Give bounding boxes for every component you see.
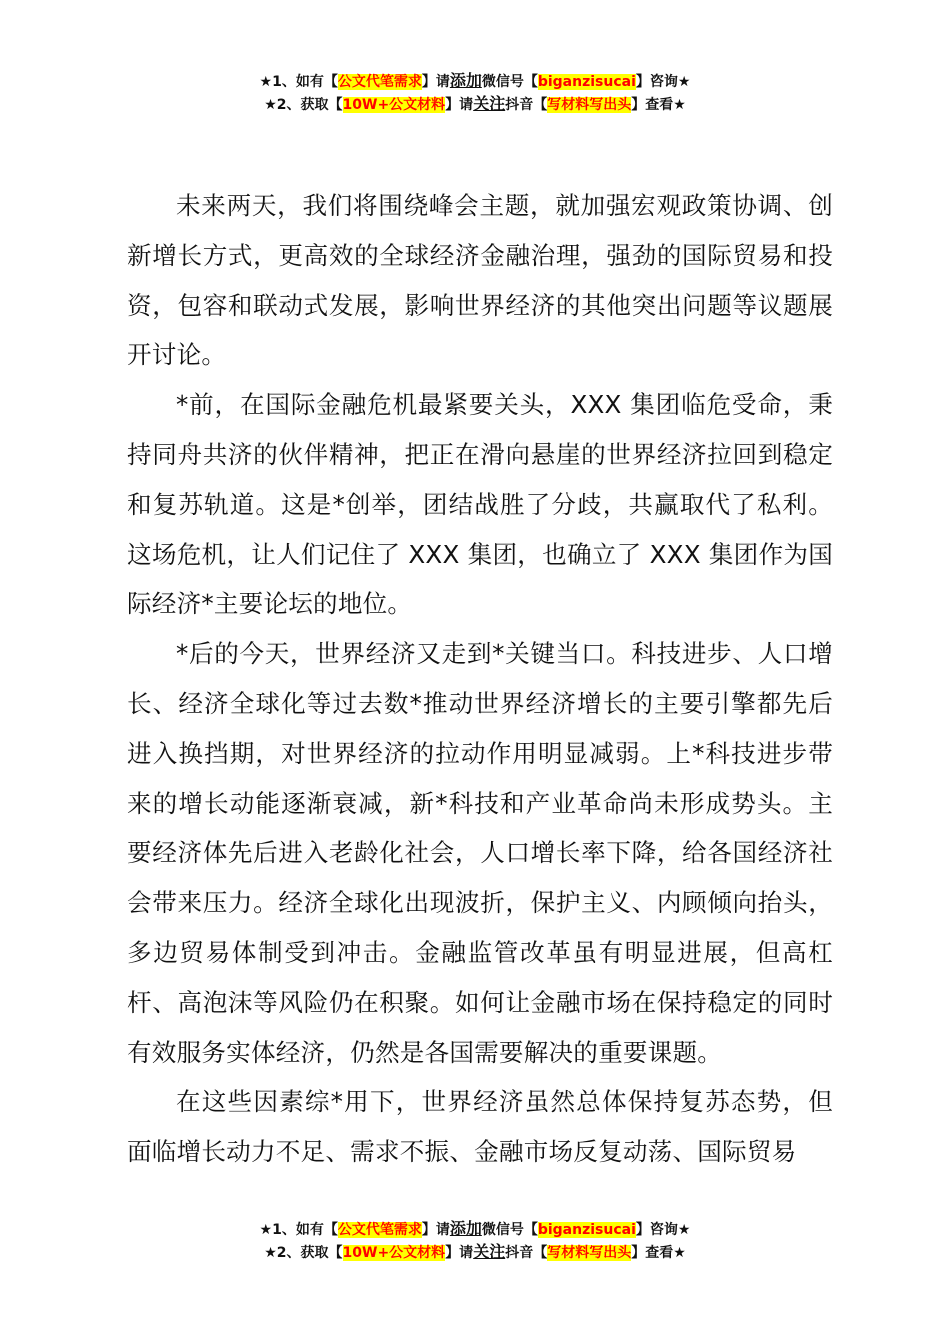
banner-text: 微信号【 bbox=[481, 74, 538, 90]
highlight-materials: 10W+公文材料 bbox=[342, 1245, 446, 1261]
banner-text: 】咨询★ bbox=[635, 1222, 691, 1238]
header-banner bbox=[0, 70, 950, 116]
banner-line-1 bbox=[0, 1218, 950, 1241]
banner-text: 】请 bbox=[445, 1245, 474, 1261]
banner-text: 】请 bbox=[445, 97, 474, 113]
banner-text: ★1、如有【 bbox=[259, 1222, 338, 1238]
banner-line-1 bbox=[0, 70, 950, 93]
emphasis-add: 添加 bbox=[449, 1219, 482, 1238]
highlight-wechat-id: biganzisucai bbox=[537, 1222, 636, 1238]
emphasis-follow: 关注 bbox=[473, 94, 506, 113]
banner-text: ★1、如有【 bbox=[259, 74, 338, 90]
paragraph: 在这些因素综*用下，世界经济虽然总体保持复苏态势，但面临增长动力不足、需求不振、金融市场反复动荡、国际贸易 bbox=[127, 1087, 833, 1167]
banner-text: 抖音【 bbox=[505, 97, 548, 113]
emphasis-follow: 关注 bbox=[473, 1242, 506, 1261]
paragraph: *后的今天，世界经济又走到*关键当口。科技进步、人口增长、经济全球化等过去数*推动世界经济增长的主要引擎都先后进入换挡期，对世界经济的拉动作用明显减弱。上*科技进步带来的增长动能逐渐衰减，新*科技和产业革命尚未形成势头。主要经济体先后进入老龄化社会，人口增长率下降，给各国经济社会带来压力。经济全球化出现波折，保护主义、内顾倾向抬头，多边贸易体制受到冲击。金融监管改革虽有明显进展，但高杠杆、高泡沫等风险仍在积聚。如何让金融市场在保持稳定的同时有效服务实体经济，仍然是各国需要解决的重要课题。 bbox=[127, 639, 833, 1067]
paragraph: *前，在国际金融危机最紧要关头，XXX 集团临危受命，秉持同舟共济的伙伴精神，把正在滑向悬崖的世界经济拉回到稳定和复苏轨道。这是*创举，团结战胜了分歧，共赢取代了私利。这场危机，让人们记住了 XXX 集团，也确立了 XXX 集团作为国际经济*主要论坛的地位。 bbox=[127, 390, 833, 619]
banner-text: 】查看★ bbox=[631, 1245, 686, 1261]
highlight-douyin-account: 写材料写出头 bbox=[547, 97, 632, 113]
paragraph: 未来两天，我们将围绕峰会主题，就加强宏观政策协调、创新增长方式，更高效的全球经济金融治理，强劲的国际贸易和投资，包容和联动式发展，影响世界经济的其他突出问题等议题展开讨论。 bbox=[127, 191, 833, 370]
footer-banner bbox=[0, 1218, 950, 1264]
banner-line-2 bbox=[0, 93, 950, 116]
emphasis-add: 添加 bbox=[449, 71, 482, 90]
highlight-douyin-account: 写材料写出头 bbox=[547, 1245, 632, 1261]
banner-text: 】请 bbox=[421, 1222, 450, 1238]
banner-text: ★2、获取【 bbox=[264, 1245, 343, 1261]
highlight-wechat-id: biganzisucai bbox=[537, 74, 636, 90]
highlight-service: 公文代笔需求 bbox=[337, 1222, 422, 1238]
highlight-service: 公文代笔需求 bbox=[337, 74, 422, 90]
banner-text: 微信号【 bbox=[481, 1222, 538, 1238]
document-body bbox=[127, 181, 833, 1177]
banner-text: 】咨询★ bbox=[635, 74, 691, 90]
banner-line-2 bbox=[0, 1241, 950, 1264]
banner-text: 】请 bbox=[421, 74, 450, 90]
highlight-materials: 10W+公文材料 bbox=[342, 97, 446, 113]
banner-text: 抖音【 bbox=[505, 1245, 548, 1261]
banner-text: 】查看★ bbox=[631, 97, 686, 113]
banner-text: ★2、获取【 bbox=[264, 97, 343, 113]
